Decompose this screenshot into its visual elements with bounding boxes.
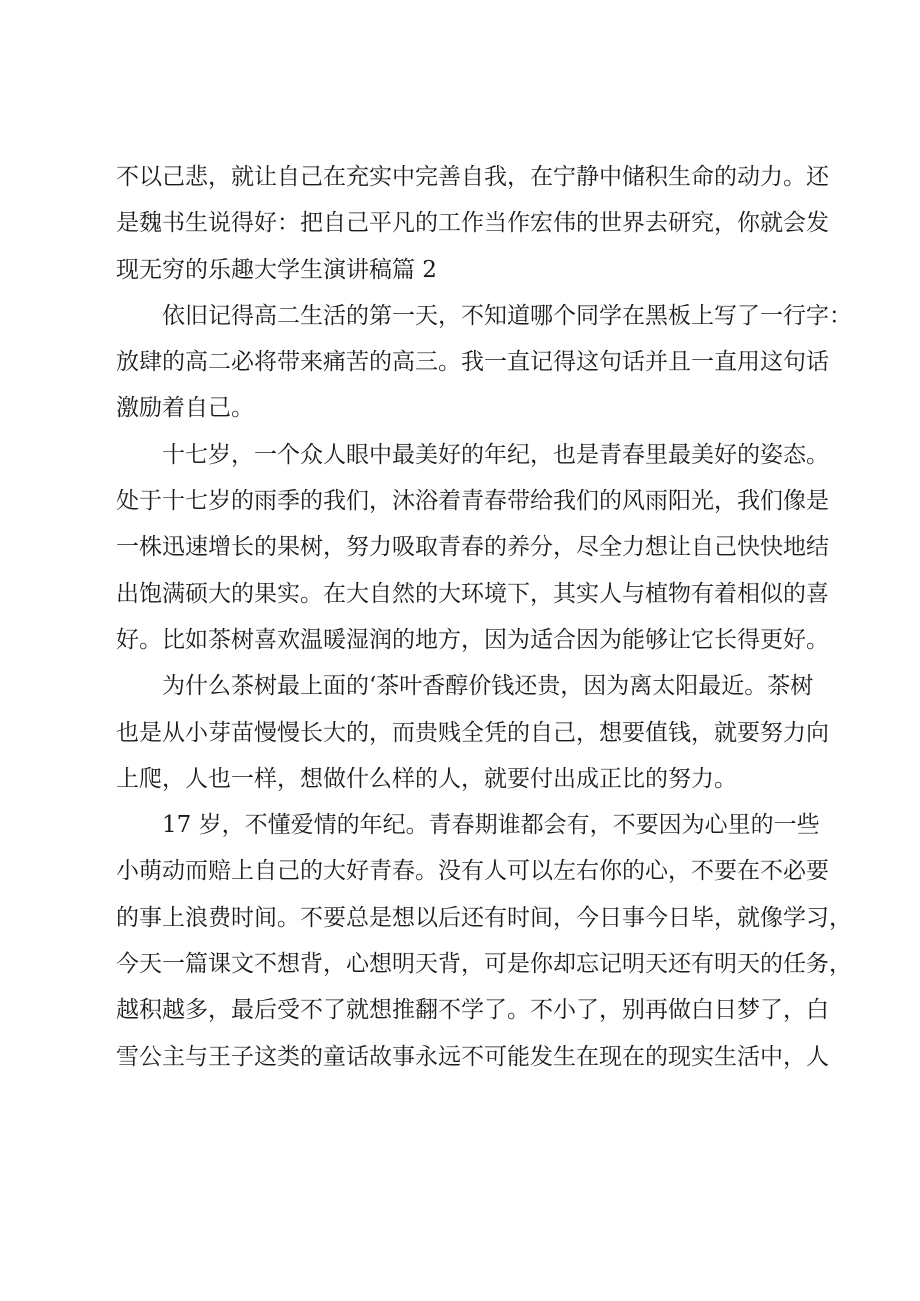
text-line: 是魏书生说得好：把自己平凡的工作当作宏伟的世界去研究，你就会发 bbox=[116, 210, 829, 237]
paragraph-first-line: 依旧记得高二生活的第一天，不知道哪个同学在黑板上写了一行字： bbox=[162, 302, 852, 329]
text-line: 一株迅速增长的果树，努力吸取青春的养分，尽全力想让自己快快地结 bbox=[116, 534, 829, 561]
text-line: 好。比如茶树喜欢温暖湿润的地方，因为适合因为能够让它长得更好。 bbox=[116, 626, 829, 653]
text-line: 今天一篇课文不想背，心想明天背，可是你却忘记明天还有明天的任务， bbox=[116, 951, 852, 978]
paragraph-first-line: 十七岁，一个众人眼中最美好的年纪，也是青春里最美好的姿态。 bbox=[162, 441, 829, 468]
text-line: 激励着自己。 bbox=[116, 395, 254, 422]
text-line: 现无穷的乐趣大学生演讲稿篇 2 bbox=[116, 256, 437, 283]
text-line: 小萌动而赔上自己的大好青春。没有人可以左右你的心，不要在不必要 bbox=[116, 858, 829, 885]
text-line: 越积越多，最后受不了就想推翻不学了。不小了，别再做白日梦了，白 bbox=[116, 997, 829, 1024]
text-line: 放肆的高二必将带来痛苦的高三。我一直记得这句话并且一直用这句话 bbox=[116, 349, 829, 376]
text-line: 出饱满硕大的果实。在大自然的大环境下，其实人与植物有着相似的喜 bbox=[116, 580, 829, 607]
paragraph-first-line: 为什么茶树最上面的‘茶叶香醇价钱还贵，因为离太阳最近。茶树 bbox=[162, 673, 814, 700]
document-body bbox=[116, 154, 856, 1080]
text-line: 雪公主与王子这类的童话故事永远不可能发生在现在的现实生活中，人 bbox=[116, 1043, 829, 1070]
text-line: 处于十七岁的雨季的我们，沐浴着青春带给我们的风雨阳光，我们像是 bbox=[116, 488, 829, 515]
text-line: 也是从小芽苗慢慢长大的，而贵贱全凭的自己，想要值钱，就要努力向 bbox=[116, 719, 829, 746]
text-line: 不以己悲，就让自己在充实中完善自我，在宁静中储积生命的动力。还 bbox=[116, 164, 829, 190]
text-line: 上爬，人也一样，想做什么样的人，就要付出成正比的努力。 bbox=[116, 765, 737, 792]
text-line: 的事上浪费时间。不要总是想以后还有时间，今日事今日毕，就像学习， bbox=[116, 904, 852, 931]
paragraph-first-line: 17 岁，不懂爱情的年纪。青春期谁都会有，不要因为心里的一些 bbox=[162, 812, 820, 839]
